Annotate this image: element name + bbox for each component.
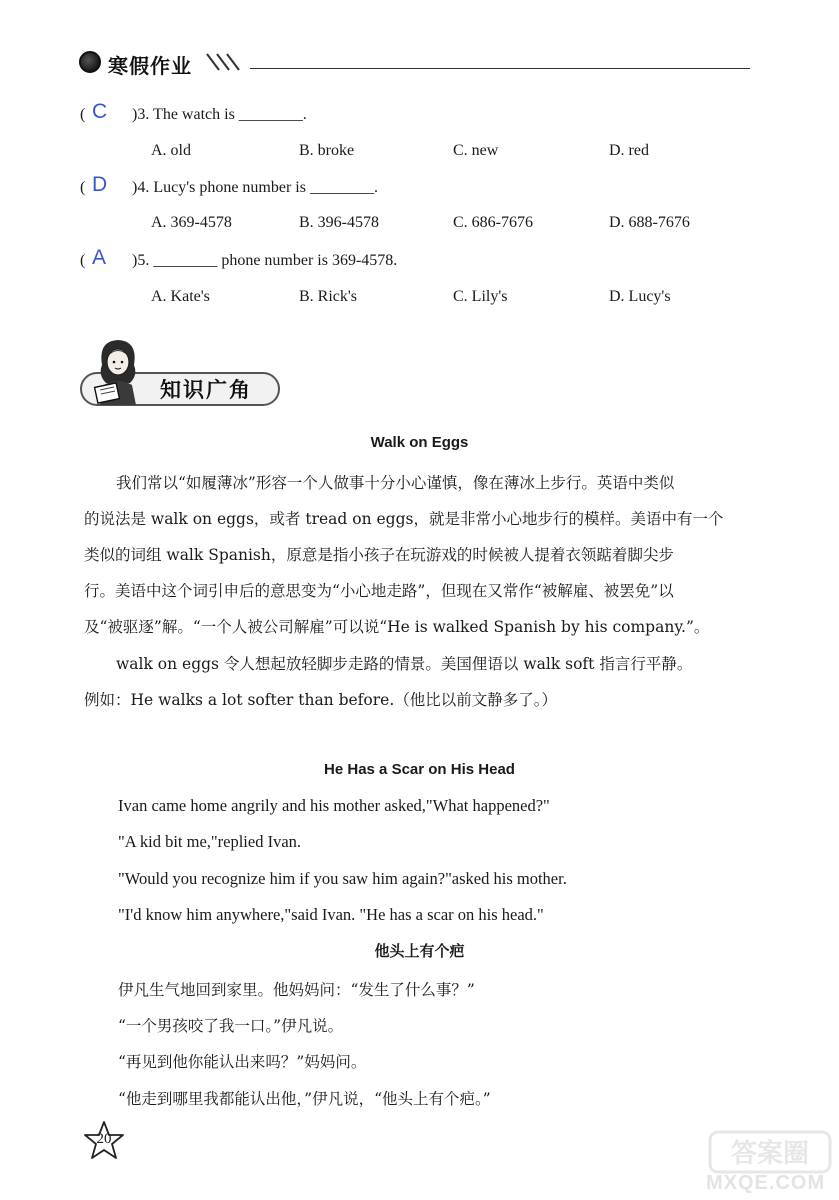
article-line: walk on eggs 令人想起放轻脚步走路的情景。美国俚语以 walk soft 指言行平静。 (116, 655, 693, 673)
question-text: )4. Lucy's phone number is ________. (132, 179, 378, 196)
svg-text:答案圈: 答案圈 (730, 1139, 810, 1169)
handwritten-answer: C (92, 100, 108, 123)
page-header-title: 寒假作业 (108, 54, 192, 78)
answer-paren-left: ( (80, 179, 86, 196)
watermark-url: MXQE.COM (706, 1172, 826, 1194)
section-title: 知识广角 (160, 378, 252, 402)
header-rule (250, 68, 750, 69)
answer-paren-left: ( (80, 106, 86, 123)
handwritten-answer: D (92, 173, 108, 196)
option-c: C. Lily's (453, 288, 508, 305)
header-slash-decoration-icon (205, 52, 247, 72)
page-number: 20 (96, 1131, 112, 1147)
translation-line: “一个男孩咬了我一口。”伊凡说。 (118, 1017, 344, 1035)
joke-line: "A kid bit me,"replied Ivan. (118, 832, 302, 851)
article-line: 例如：He walks a lot softer than before.（他比以前文静多了。） (84, 691, 558, 709)
option-a: A. Kate's (151, 288, 210, 305)
article-line: 类似的词组 walk Spanish，原意是指小孩子在玩游戏的时候被人提着衣领踮着脚尖步 (84, 546, 674, 564)
article-line: 的说法是 walk on eggs，或者 tread on eggs，就是非常小心地步行的模样。美语中有一个 (84, 510, 724, 528)
translation-line: “再见到他你能认出来吗？”妈妈问。 (118, 1053, 367, 1071)
answer-paren-left: ( (80, 252, 86, 269)
article-line: 及“被驱逐”解。“一个人被公司解雇”可以说“He is walked Spanish by his company.”。 (84, 618, 710, 636)
joke-line: "Would you recognize him if you saw him again?"asked his mother. (118, 869, 567, 888)
article-title: Walk on Eggs (370, 434, 469, 451)
joke-title: He Has a Scar on His Head (324, 761, 515, 778)
option-d: D. Lucy's (609, 288, 671, 305)
header-bullet-icon (79, 51, 101, 73)
article-line: 行。美语中这个词引申后的意思变为“小心地走路”，但现在又常作“被解雇、被罢免”以 (84, 582, 674, 600)
option-a: A. 369-4578 (151, 214, 232, 231)
joke-line: "I'd know him anywhere,"said Ivan. "He has a scar on his head." (118, 905, 544, 924)
option-c: C. new (453, 142, 499, 159)
translation-line: 伊凡生气地回到家里。他妈妈问：“发生了什么事？” (118, 981, 475, 999)
question-text: )3. The watch is ________. (132, 106, 307, 123)
option-b: B. broke (299, 142, 355, 159)
translation-title: 他头上有个疤 (374, 942, 465, 960)
article-line: 我们常以“如履薄冰”形容一个人做事十分小心谨慎，像在薄冰上步行。英语中类似 (116, 474, 675, 492)
handwritten-answer: A (92, 246, 107, 269)
option-b: B. 396-4578 (299, 214, 379, 231)
option-c: C. 686-7676 (453, 214, 533, 231)
option-d: D. red (609, 142, 649, 159)
option-b: B. Rick's (299, 288, 357, 305)
option-a: A. old (151, 142, 191, 159)
reading-girl-icon (86, 335, 148, 407)
translation-line: “他走到哪里我都能认出他，”伊凡说，“他头上有个疤。” (118, 1090, 491, 1108)
option-d: D. 688-7676 (609, 214, 690, 231)
joke-line: Ivan came home angrily and his mother asked,"What happened?" (118, 796, 550, 815)
question-text: )5. ________ phone number is 369-4578. (132, 252, 398, 269)
